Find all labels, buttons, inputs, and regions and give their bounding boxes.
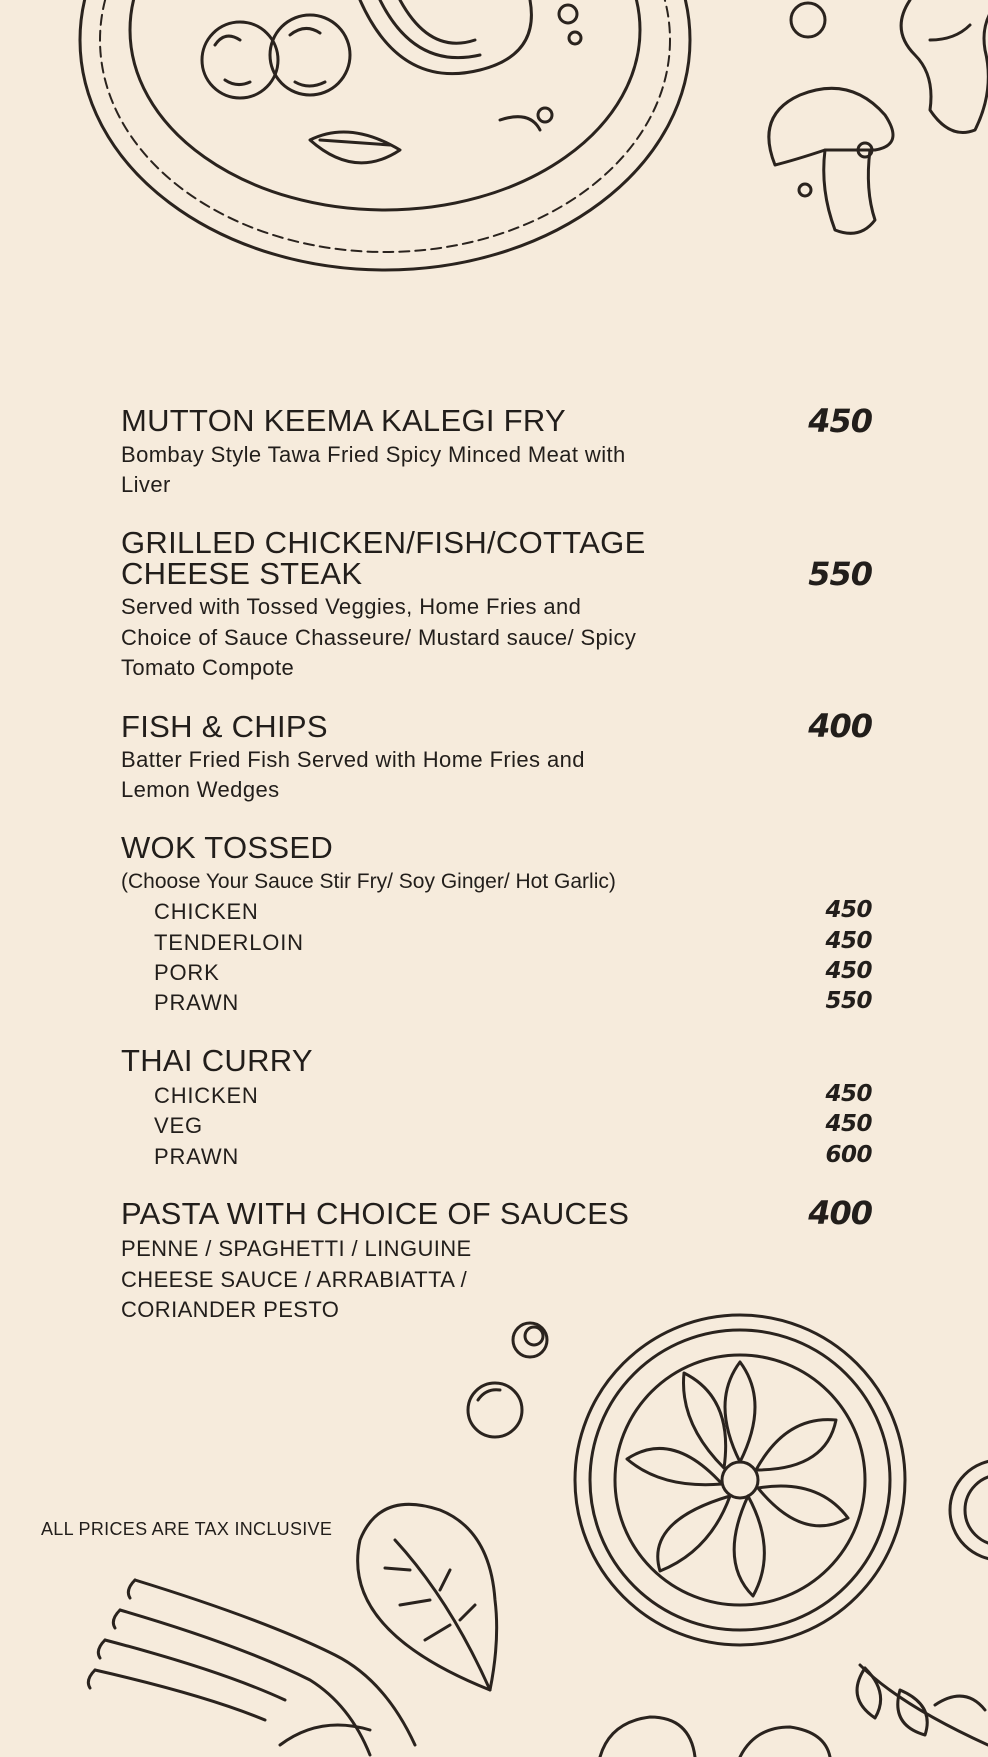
- item-description-line: Liver: [121, 472, 171, 497]
- option-price: 600: [825, 1142, 872, 1168]
- option-price: 450: [825, 958, 872, 984]
- option-price: 450: [825, 1081, 872, 1107]
- leaf-illustration: [358, 1504, 497, 1690]
- item-title: WOK TOSSED: [121, 830, 334, 865]
- item-price: 550: [808, 555, 872, 593]
- fork-illustration: [88, 1580, 415, 1755]
- item-title: FISH & CHIPS: [121, 709, 328, 744]
- option-name: CHICKEN: [154, 1083, 259, 1108]
- item-description-line: PENNE / SPAGHETTI / LINGUINE: [121, 1236, 472, 1261]
- item-description-line: Lemon Wedges: [121, 777, 280, 802]
- item-description-line: Tomato Compote: [121, 655, 295, 680]
- item-title: THAI CURRY: [121, 1043, 313, 1078]
- option-name: CHICKEN: [154, 899, 259, 924]
- lemon-slice-illustration: [575, 1315, 905, 1645]
- item-description-line: Choice of Sauce Chasseure/ Mustard sauce/ Spicy: [121, 625, 637, 650]
- item-description-line: CORIANDER PESTO: [121, 1297, 340, 1322]
- tax-inclusive-note: ALL PRICES ARE TAX INCLUSIVE: [41, 1519, 333, 1539]
- option-price: 550: [825, 988, 872, 1014]
- item-title-line: GRILLED CHICKEN/FISH/COTTAGE: [121, 525, 646, 560]
- option-name: TENDERLOIN: [154, 930, 304, 955]
- item-title: MUTTON KEEMA KALEGI FRY: [121, 403, 567, 438]
- item-description-line: Served with Tossed Veggies, Home Fries and: [121, 594, 582, 619]
- item-note: (Choose Your Sauce Stir Fry/ Soy Ginger/ Hot Garlic): [121, 870, 616, 893]
- option-name: VEG: [154, 1113, 203, 1138]
- herb-sprig-illustration: [600, 1665, 988, 1757]
- option-price: 450: [825, 897, 872, 923]
- item-description-line: CHEESE SAUCE / ARRABIATTA /: [121, 1267, 468, 1292]
- option-name: PRAWN: [154, 990, 240, 1015]
- item-title-line: CHEESE STEAK: [121, 556, 363, 591]
- plate-with-meatballs-illustration: [80, 0, 690, 270]
- option-price: 450: [825, 928, 872, 954]
- option-name: PORK: [154, 960, 220, 985]
- item-price: 450: [808, 402, 872, 440]
- item-price: 400: [808, 1194, 872, 1232]
- mushroom-illustration: [769, 0, 988, 233]
- tomato-slice-illustration: [950, 1460, 988, 1560]
- option-name: PRAWN: [154, 1144, 240, 1169]
- item-description-line: Batter Fried Fish Served with Home Fries and: [121, 747, 585, 772]
- item-title: PASTA WITH CHOICE OF SAUCES: [121, 1196, 630, 1231]
- bubble-illustration: [468, 1323, 547, 1437]
- item-description-line: Bombay Style Tawa Fried Spicy Minced Meat with: [121, 442, 626, 467]
- item-price: 400: [808, 707, 872, 745]
- option-price: 450: [825, 1111, 872, 1137]
